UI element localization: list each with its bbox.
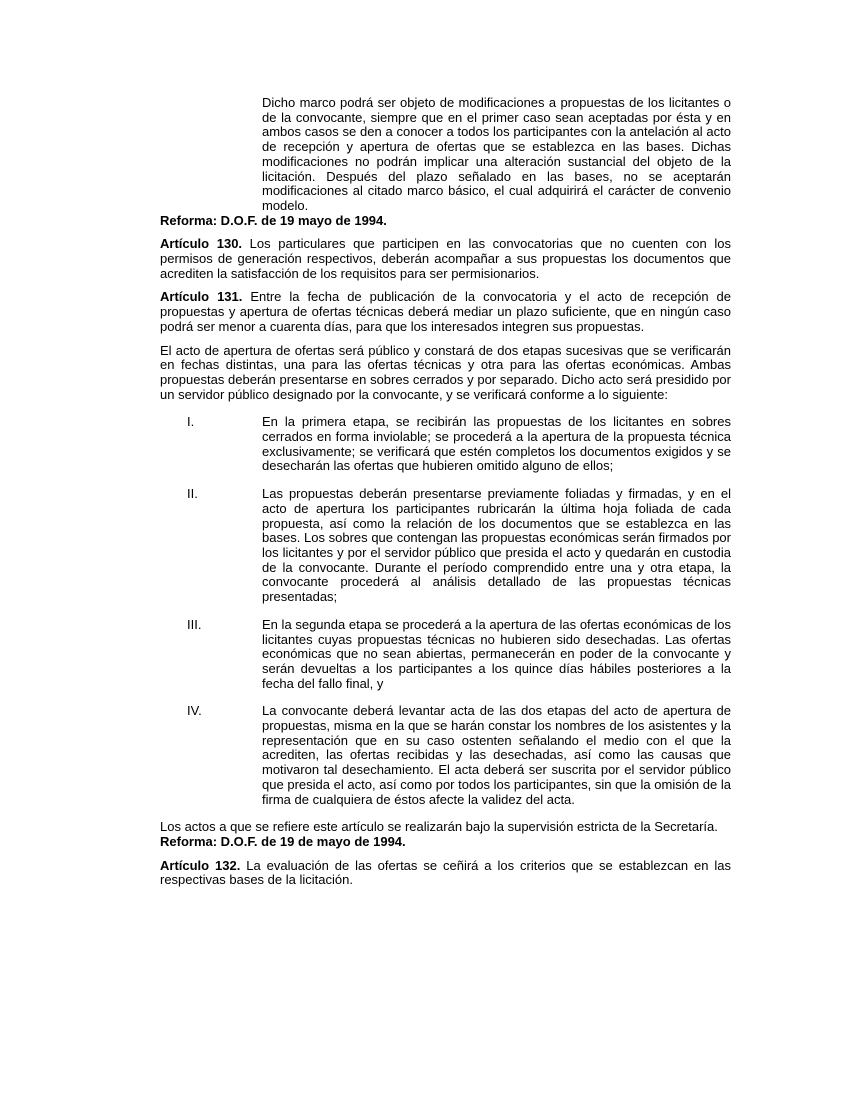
list-item-IV-number: IV. [187,703,202,719]
list-item-II-number: II. [187,486,198,502]
list-item-II [160,487,731,605]
list-item-II-text: Las propuestas deberán presentarse previamente foliadas y firmadas, y en el acto de apertura los participantes rubricarán la última hoja foliada de cada propuesta, así como la relación de los documentos que se establezca en las bases. Los sobres que contengan las propuestas económicas serán firmados por los licitantes y por el servidor público que presida el acto y quedarán en custodia de la convocante. Durante el período comprendido entre una y otra etapa, la convocante procederá al análisis detallado de las propuestas técnicas presentadas; [262,486,731,605]
article-131-label: Artículo 131. [160,289,243,305]
reforma-note-1994-2: Reforma: D.O.F. de 19 de mayo de 1994. [160,833,406,849]
list-item-III [160,618,731,692]
article-130-text: Los particulares que participen en las convocatorias que no cuenten con los permisos de generación respectivos, deberán acompañar a sus propuestas los documentos que acrediten la satisfacción de los requisitos para ser permisionarios. [160,236,731,281]
list-item-I [160,415,731,474]
article-132-text: La evaluación de las ofertas se ceñirá a los criterios que se establezcan en las respectivas bases de la licitación. [160,857,732,888]
article-131-text: Entre la fecha de publicación de la convocatoria y el acto de recepción de propuestas y apertura de ofertas técnicas deberá mediar un plazo suficiente, que en ningún caso podrá ser menor a cuarenta días, para que los interesados integren sus propuestas. [160,289,731,334]
article-132-label: Artículo 132. [160,857,241,873]
article-130-paragraph [160,237,731,281]
article-131-paragraph [160,290,731,334]
paragraph-marco-basico: Dicho marco podrá ser objeto de modificaciones a propuestas de los licitantes o de la convocante, siempre que en el primer caso sean aceptadas por ésta y en ambos casos se den a conocer a todos los participantes con la antelación al acto de recepción y apertura de ofertas que se establezca en las bases. Dichas modificaciones no podrán implicar una alteración sustancial del objeto de la licitación. Después del plazo señalado en las bases, no se aceptarán modificaciones al citado marco básico, el cual adquirirá el carácter de convenio modelo. [262,95,731,213]
list-item-I-text: En la primera etapa, se recibirán las propuestas de los licitantes en sobres cerrados en forma inviolable; se procederá a la apertura de la propuesta técnica exclusivamente; se verificará que estén completos los documentos exigidos y se desecharán las ofertas que hubieren omitido alguno de ellos; [262,414,731,474]
list-item-IV [160,704,731,807]
article-130-label: Artículo 130. [160,236,243,252]
paragraph-acto-apertura: El acto de apertura de ofertas será público y constará de dos etapas sucesivas que se verificarán en fechas distintas, una para las ofertas técnicas y otra para las ofertas económicas. Ambas propuestas deberán presentarse en sobres cerrados y por separado. Dicho acto será presidido por un servidor público designado por la convocante, y se verificará conforme a lo siguiente: [160,342,731,402]
article-132-paragraph [160,859,731,888]
list-item-III-number: III. [187,616,202,632]
list-item-IV-text: La convocante deberá levantar acta de las dos etapas del acto de apertura de propuestas, misma en la que se harán constar los nombres de los asistentes y la representación que en su caso ostenten señalando el medio con el que la acrediten, las ofertas recibidas y las desechadas, así como las causas que motivaron tal desechamiento. El acta deberá ser suscrita por el servidor público que presida el acto, así como por todos los participantes, sin que la omisión de la firma de cualquiera de éstos afecte la validez del acta. [262,703,731,807]
list-item-I-number: I. [187,414,195,430]
document-content [160,96,731,897]
reforma-note-1994-1: Reforma: D.O.F. de 19 mayo de 1994. [160,212,387,228]
roman-numeral-list [160,415,731,807]
paragraph-supervision-secretaria: Los actos a que se refiere este artículo se realizarán bajo la supervisión estricta de la Secretaría. [160,819,718,835]
list-item-III-text: En la segunda etapa se procederá a la apertura de las ofertas económicas de los licitantes cuyas propuestas técnicas no hubieren sido desechadas. Las ofertas económicas que no sean abiertas, permanecerán en poder de la convocante y serán devueltas a los participantes a los quince días hábiles posteriores a la fecha del fallo final, y [262,616,731,691]
